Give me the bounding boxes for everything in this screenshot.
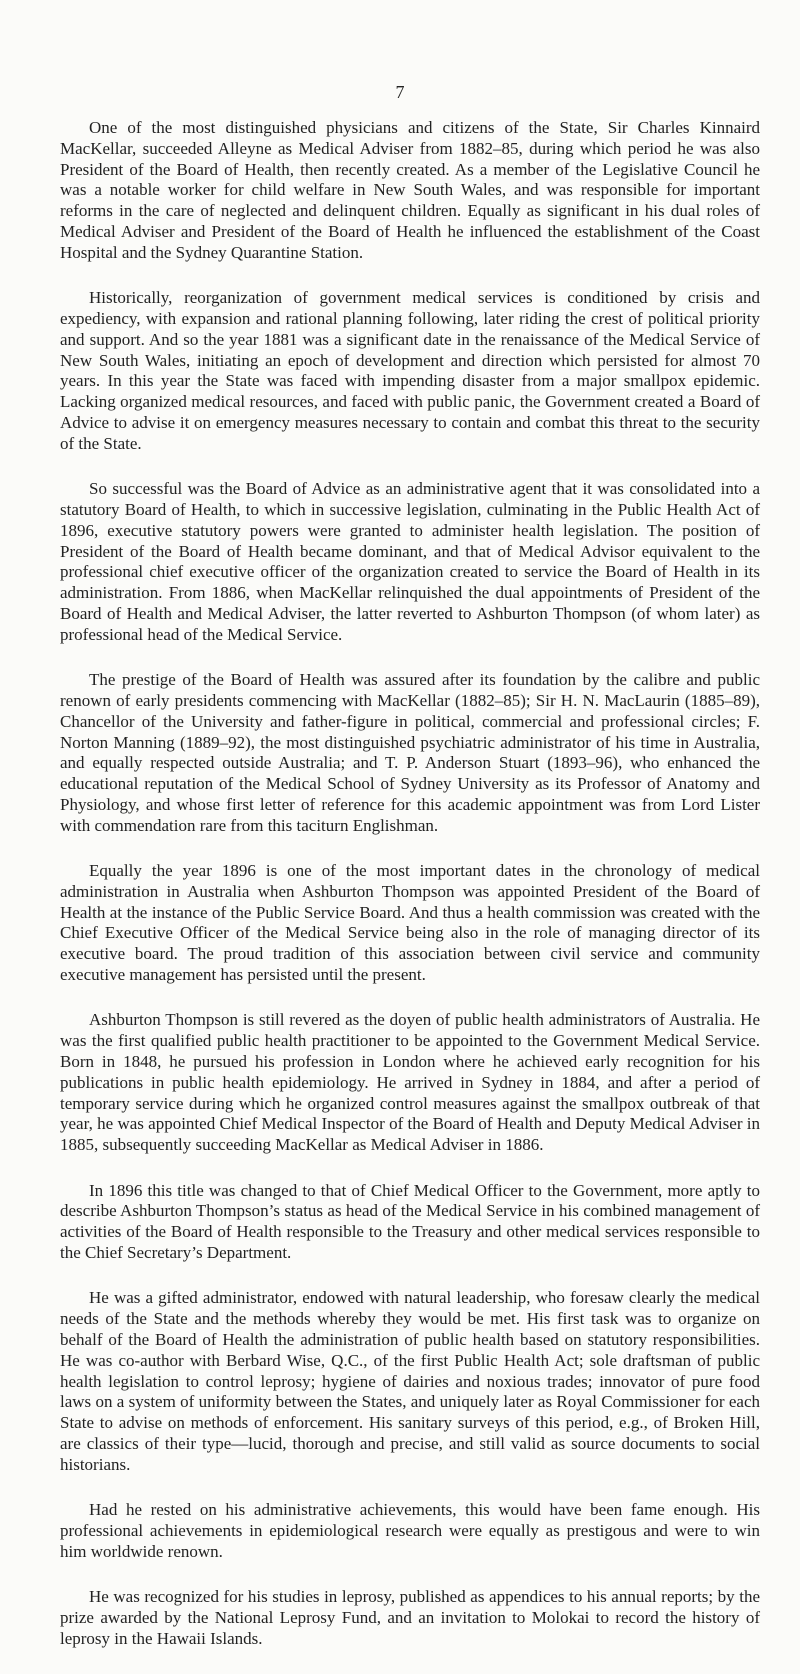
paragraph-presidents: The prestige of the Board of Health was assured after its foundation by the calibre and public renown of early presidents commencing with MacKellar (1882–85); Sir H. N. MacLaurin (1885–89), Chancellor of the University and father-figure in political, commercial and professional circles; F. Norton Manning (1889–92), the most distinguished psychiatric administrator of his time in Australia, and equally respected outside Australia; and T. P. Anderson Stuart (1893–96), who enhanced the educational reputation of the Medical School of Sydney University as its Professor of Anatomy and Physiology, and whose first letter of reference for this academic appointment was from Lord Lister with commendation rare from this taciturn Englishman. (60, 670, 760, 835)
paragraph-mackellar: One of the most distinguished physicians and citizens of the State, Sir Charles Kinnaird MacKellar, succeeded Alleyne as Medical Adviser from 1882–85, during which period he was also President of the Board of Health, then recently created. As a member of the Legislative Council he was a notable worker for child welfare in New South Wales, and was responsible for important reforms in the care of neglected and delinquent children. Equally as significant in his dual roles of Medical Adviser and President of the Board of Health he influenced the establishment of the Coast Hospital and the Sydney Quarantine Station. (60, 118, 760, 262)
paragraph-1896: Equally the year 1896 is one of the most important dates in the chronology of medical administration in Australia when Ashburton Thompson was appointed President of the Board of Health at the instance of the Public Service Board. And thus a health commission was created with the Chief Executive Officer of the Medical Service being also in the role of managing director of its executive board. The proud tradition of this association between civil service and community executive management has persisted until the present. (60, 861, 760, 985)
paragraph-board-of-advice: So successful was the Board of Advice as an administrative agent that it was consolidated into a statutory Board of Health, to which in successive legislation, culminating in the Public Health Act of 1896, executive statutory powers were granted to administer health legislation. The position of President of the Board of Health became dominant, and that of Medical Advisor equivalent to the professional chief executive officer of the organization created to service the Board of Health in its administration. From 1886, when MacKellar relinquished the dual appointments of President of the Board of Health and Medical Adviser, the latter reverted to Ashburton Thompson (of whom later) as professional head of the Medical Service. (60, 479, 760, 644)
paragraph-administrator: He was a gifted administrator, endowed with natural leadership, who foresaw clearly the medical needs of the State and the methods whereby they would be met. His first task was to organize on behalf of the Board of Health the administration of public health based on statutory responsibilities. He was co-author with Berbard Wise, Q.C., of the first Public Health Act; sole draftsman of public health legislation to control leprosy; hygiene of dairies and noxious trades; innovator of pure food laws on a system of uniformity between the States, and uniquely later as Royal Commissioner for each State to advise on methods of enforcement. His sanitary surveys of this period, e.g., of Broken Hill, are classics of their type—lucid, thorough and precise, and still valid as source documents to social historians. (60, 1288, 760, 1474)
paragraph-leprosy: He was recognized for his studies in leprosy, published as appendices to his annual reports; by the prize awarded by the National Leprosy Fund, and an invitation to Molokai to record the history of leprosy in the Hawaii Islands. (60, 1587, 760, 1648)
paragraph-ashburton-thompson: Ashburton Thompson is still revered as the doyen of public health administrators of Australia. He was the first qualified public health practitioner to be appointed to the Government Medical Service. Born in 1848, he pursued his profession in London where he achieved early recognition for his publications in public health epidemiology. He arrived in Sydney in 1884, and after a period of temporary service during which he organized control measures against the smallpox outbreak of that year, he was appointed Chief Medical Inspector of the Board of Health and Deputy Medical Adviser in 1885, subsequently succeeding MacKellar as Medical Adviser in 1886. (60, 1010, 760, 1155)
paragraph-title-change: In 1896 this title was changed to that of Chief Medical Officer to the Government, more aptly to describe Ashburton Thompson’s status as head of the Medical Service in his combined management of activities of the Board of Health responsible to the Treasury and other medical services responsible to the Chief Secretary’s Department. (60, 1180, 760, 1263)
body-text (60, 118, 760, 1674)
page-number: 7 (395, 82, 405, 102)
paragraph-reorganization: Historically, reorganization of government medical services is conditioned by crisis and expediency, with expansion and rational planning following, later riding the crest of political priority and support. And so the year 1881 was a significant date in the renaissance of the Medical Service of New South Wales, initiating an epoch of development and direction which persisted for almost 70 years. In this year the State was faced with impending disaster from a major smallpox epidemic. Lacking organized medical resources, and faced with public panic, the Government created a Board of Advice to advise it on emergency measures necessary to contain and combat this threat to the security of the State. (60, 288, 760, 453)
paragraph-achievements: Had he rested on his administrative achievements, this would have been fame enough. His professional achievements in epidemiological research were equally as prestigous and were to win him worldwide renown. (60, 1500, 760, 1561)
